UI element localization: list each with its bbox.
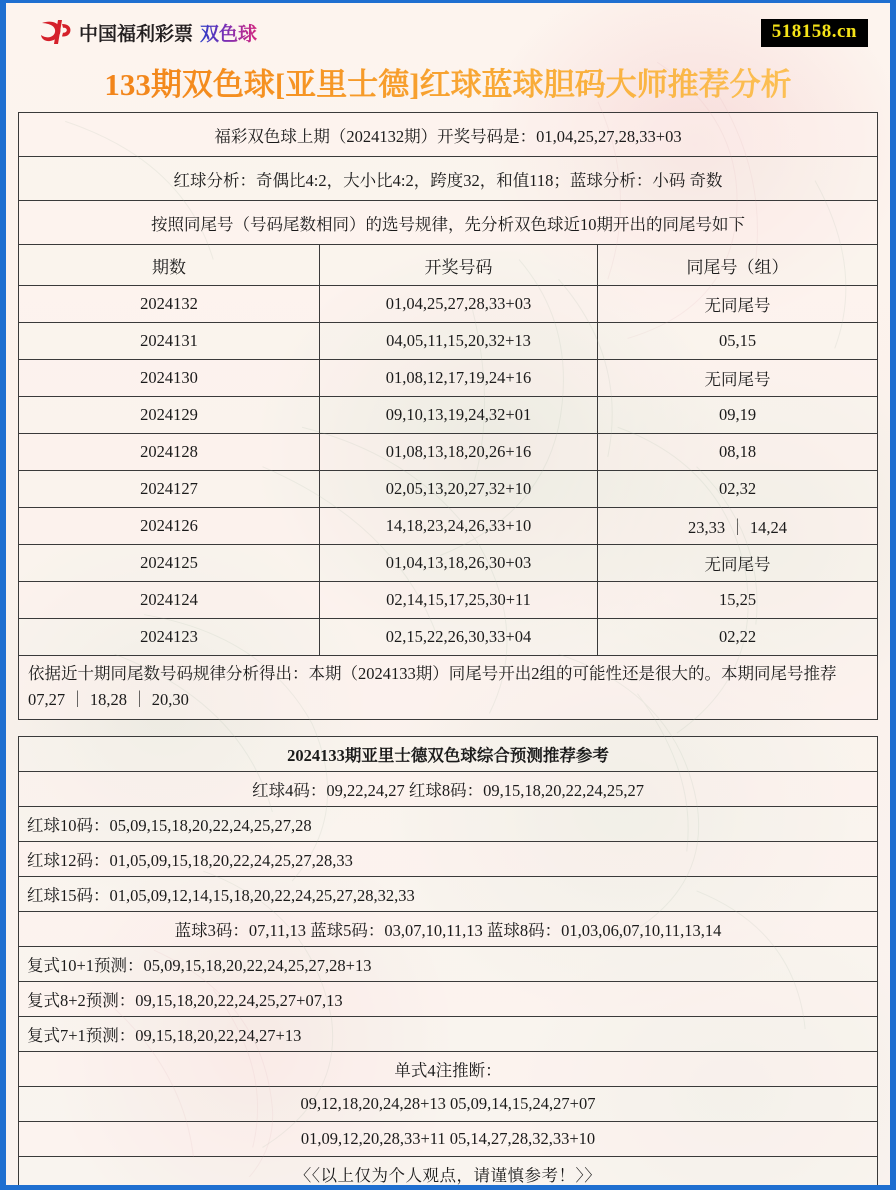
logo-text-ssq: 双色球 (200, 19, 257, 46)
last-draw-row: 福彩双色球上期（2024132期）开奖号码是：01,04,25,27,28,33+03 (19, 113, 877, 157)
cell-numbers: 01,04,13,18,26,30+03 (320, 545, 598, 581)
cell-tails: 09,19 (718, 405, 757, 424)
cell-numbers: 02,15,22,26,30,33+04 (320, 619, 598, 655)
cell-numbers: 01,08,12,17,19,24+16 (320, 360, 598, 396)
table-row (19, 545, 877, 582)
prediction-heading: 2024133期亚里士德双色球综合预测推荐参考 (19, 737, 877, 772)
cell-issue: 2024126 (19, 508, 320, 544)
col-header-numbers: 开奖号码 (320, 245, 598, 285)
prediction-row-red12: 红球12码：01,05,09,15,18,20,22,24,25,27,28,33 (19, 842, 877, 877)
prediction-row-red4-red8: 红球4码：09,22,24,27 红球8码：09,15,18,20,22,24,25,27 (19, 772, 877, 807)
rule-intro-row: 按照同尾号（号码尾数相同）的选号规律，先分析双色球近10期开出的同尾号如下 (19, 201, 877, 245)
cell-numbers: 01,04,25,27,28,33+03 (320, 286, 598, 322)
brand-logo (38, 17, 257, 47)
cell-tails: 02,22 (718, 627, 757, 646)
table-row (19, 471, 877, 508)
single-bets-heading: 单式4注推断： (19, 1052, 877, 1087)
cell-issue: 2024125 (19, 545, 320, 581)
table-row (19, 323, 877, 360)
single-bet-row: 01,09,12,20,28,33+11 05,14,27,28,32,33+10 (19, 1122, 877, 1157)
col-header-tails: 同尾号（组） (686, 257, 789, 277)
table-row (19, 619, 877, 656)
prediction-row-combo-7-1: 复式7+1预测：09,15,18,20,22,24,27+13 (19, 1017, 877, 1052)
table-row (19, 508, 877, 545)
cell-tails: 23,33 ｜ 14,24 (688, 518, 787, 537)
cell-tails: 05,15 (718, 331, 757, 350)
cell-numbers: 02,05,13,20,27,32+10 (320, 471, 598, 507)
cell-issue: 2024127 (19, 471, 320, 507)
site-url-badge: 518158.cn (761, 19, 868, 47)
cell-numbers: 09,10,13,19,24,32+01 (320, 397, 598, 433)
prediction-row-combo-10-1: 复式10+1预测：05,09,15,18,20,22,24,25,27,28+13 (19, 947, 877, 982)
cell-numbers: 14,18,23,24,26,33+10 (320, 508, 598, 544)
logo-text-cn: 中国福利彩票 (79, 22, 194, 45)
prediction-block (18, 736, 878, 1190)
page-title: 133期双色球[亚里士德]红球蓝球胆码大师推荐分析 (6, 65, 890, 112)
table-row (19, 582, 877, 619)
cell-numbers: 04,05,11,15,20,32+13 (320, 323, 598, 359)
cell-tails: 15,25 (718, 590, 757, 609)
prediction-row-red15: 红球15码：01,05,09,12,14,15,18,20,22,24,25,27,28,32,33 (19, 877, 877, 912)
cell-issue: 2024132 (19, 286, 320, 322)
section-gap (6, 720, 890, 736)
china-welfare-lottery-icon (38, 17, 72, 47)
table-row (19, 286, 877, 323)
table-row (19, 434, 877, 471)
cell-tails: 无同尾号 (704, 555, 771, 574)
cell-issue: 2024124 (19, 582, 320, 618)
cell-numbers: 02,14,15,17,25,30+11 (320, 582, 598, 618)
table-row (19, 360, 877, 397)
cell-issue: 2024131 (19, 323, 320, 359)
cell-issue: 2024123 (19, 619, 320, 655)
prediction-row-red10: 红球10码：05,09,15,18,20,22,24,25,27,28 (19, 807, 877, 842)
cell-tails: 无同尾号 (704, 296, 771, 315)
analysis-row: 红球分析：奇偶比4:2，大小比4:2，跨度32，和值118；蓝球分析：小码 奇数 (19, 157, 877, 201)
cell-tails: 08,18 (718, 442, 757, 461)
cell-issue: 2024130 (19, 360, 320, 396)
cell-tails: 02,32 (718, 479, 757, 498)
history-table-header (19, 245, 877, 286)
cell-tails: 无同尾号 (704, 370, 771, 389)
disclaimer-footer: 〈〈以上仅为个人观点，请谨慎参考！〉〉 (19, 1157, 877, 1190)
col-header-issue: 期数 (19, 245, 320, 285)
cell-issue: 2024129 (19, 397, 320, 433)
cell-issue: 2024128 (19, 434, 320, 470)
site-header (6, 3, 890, 65)
prediction-row-combo-8-2: 复式8+2预测：09,15,18,20,22,24,25,27+07,13 (19, 982, 877, 1017)
conclusion-paragraph: 依据近十期同尾数号码规律分析得出：本期（2024133期）同尾号开出2组的可能性还是很大的。本期同尾号推荐07,27 ｜ 18,28 ｜ 20,30 (19, 656, 877, 720)
table-row (19, 397, 877, 434)
info-block (18, 112, 878, 720)
prediction-row-blue: 蓝球3码：07,11,13 蓝球5码：03,07,10,11,13 蓝球8码：01,03,06,07,10,11,13,14 (19, 912, 877, 947)
cell-numbers: 01,08,13,18,20,26+16 (320, 434, 598, 470)
single-bet-row: 09,12,18,20,24,28+13 05,09,14,15,24,27+07 (19, 1087, 877, 1122)
